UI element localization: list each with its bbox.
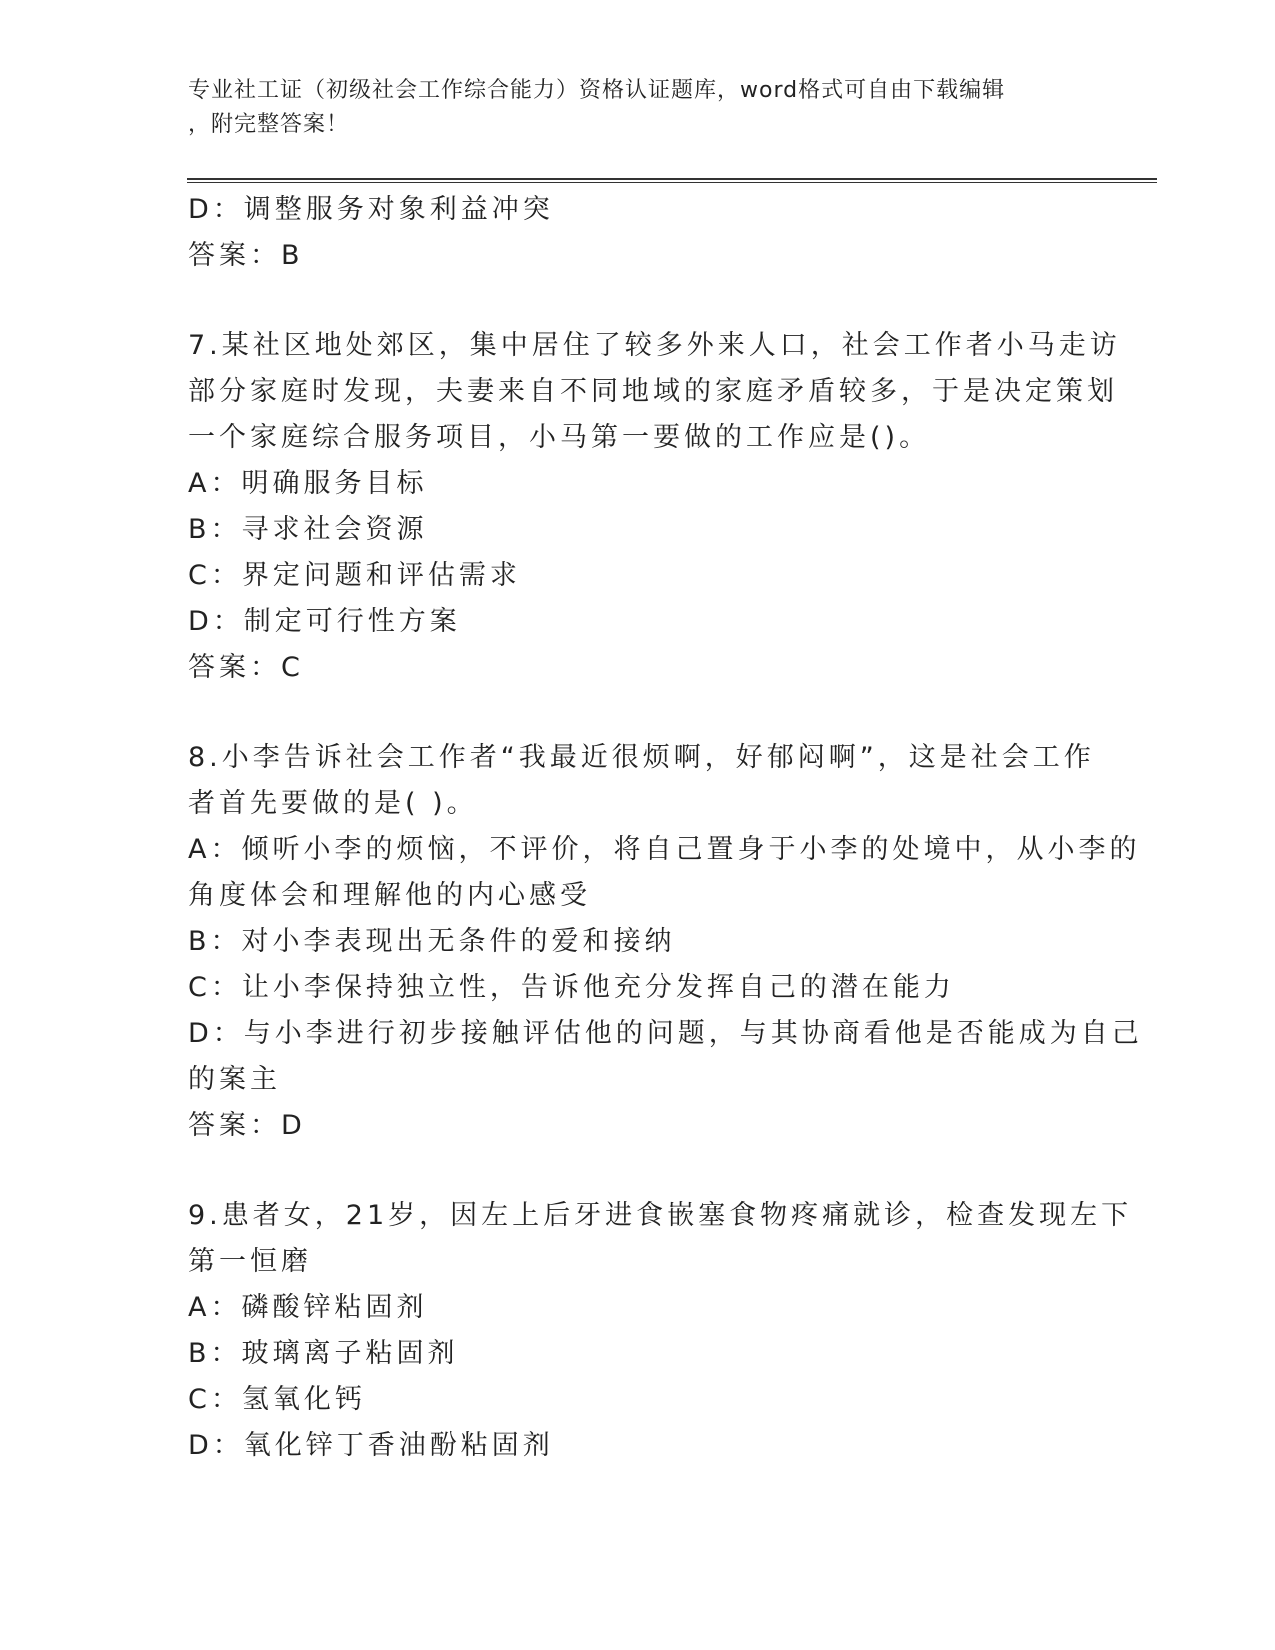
option-d: D：氧化锌丁香油酚粘固剂: [188, 1430, 554, 1461]
option-a-continued: 角度体会和理解他的内心感受: [188, 880, 591, 911]
answer: 答案：B: [188, 240, 304, 271]
option-d-continued: 的案主: [188, 1064, 281, 1095]
option-a: A：明确服务目标: [188, 468, 428, 499]
option-a: A：磷酸锌粘固剂: [188, 1292, 428, 1323]
header-title-line-2: ，附完整答案！: [188, 112, 350, 137]
option-b: B：玻璃离子粘固剂: [188, 1338, 459, 1369]
option-d: D：调整服务对象利益冲突: [188, 194, 554, 225]
question-9: [188, 1193, 1133, 1469]
option-d: D：制定可行性方案: [188, 606, 461, 637]
question-stem-line: 一个家庭综合服务项目，小马第一要做的工作应是()。: [188, 422, 931, 453]
page-header: [188, 74, 1068, 142]
question-8: [188, 735, 1143, 1149]
answer: 答案：C: [188, 652, 304, 683]
option-a: A：倾听小李的烦恼，不评价，将自己置身于小李的处境中，从小李的: [188, 834, 1141, 865]
question-stem-line: 者首先要做的是( )。: [188, 788, 478, 819]
question-stem-line: 部分家庭时发现，夫妻来自不同地域的家庭矛盾较多，于是决定策划: [188, 376, 1118, 407]
spacer: [188, 1149, 1088, 1193]
option-c: C：氢氧化钙: [188, 1384, 366, 1415]
option-d: D：与小李进行初步接触评估他的问题，与其协商看他是否能成为自己: [188, 1018, 1143, 1049]
header-title-line-1: 专业社工证（初级社会工作综合能力）资格认证题库，word格式可自由下载编辑: [188, 78, 1006, 103]
option-b: B：寻求社会资源: [188, 514, 428, 545]
option-c: C：界定问题和评估需求: [188, 560, 521, 591]
header-divider: [187, 178, 1157, 183]
question-stem-line: 7.某社区地处郊区，集中居住了较多外来人口，社会工作者小马走访: [188, 330, 1121, 361]
question-7: [188, 323, 1121, 691]
spacer: [188, 279, 1088, 323]
option-b: B：对小李表现出无条件的爱和接纳: [188, 926, 676, 957]
question-stem-line: 第一恒磨: [188, 1246, 312, 1277]
answer: 答案：D: [188, 1110, 306, 1141]
question-stem-line: 8.小李告诉社会工作者“我最近很烦啊，好郁闷啊”，这是社会工作: [188, 742, 1095, 773]
question-stem-line: 9.患者女，21岁，因左上后牙进食嵌塞食物疼痛就诊，检查发现左下: [188, 1200, 1133, 1231]
question-6-tail: [188, 187, 1088, 279]
spacer: [188, 691, 1088, 735]
question-list: [188, 187, 1143, 1469]
option-c: C：让小李保持独立性，告诉他充分发挥自己的潜在能力: [188, 972, 955, 1003]
